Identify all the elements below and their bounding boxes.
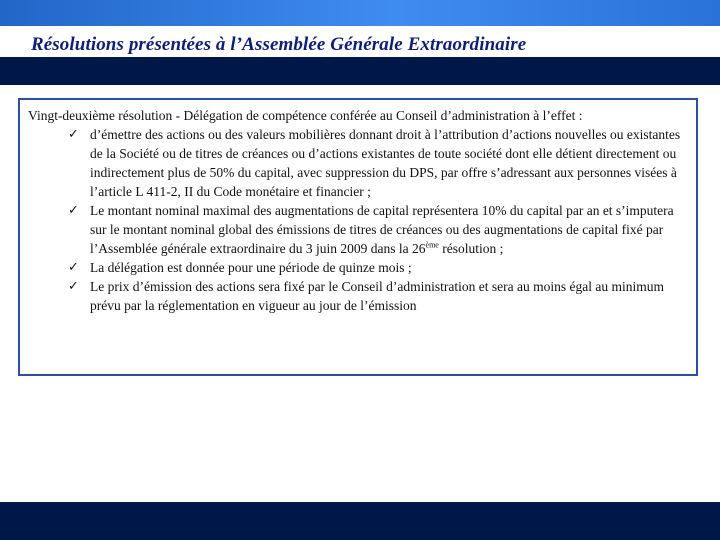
bullet-text-duration: La délégation est donnée pour une période de quinze mois ; (90, 260, 412, 275)
resolution-bullet-list (28, 125, 688, 315)
ordinal-superscript: ème (425, 240, 439, 250)
slide-title: Résolutions présentées à l’Assemblée Générale Extraordinaire (31, 34, 527, 55)
bullet-text-issue-price: Le prix d’émission des actions sera fixé par le Conseil d’administration et sera au moins égal au minimum prévu par la réglementation en vigueur au jour de l’émission (90, 279, 664, 313)
checkmark-icon: ✓ (68, 279, 79, 294)
bullet-text-nominal-amount: Le montant nominal maximal des augmentations de capital représentera 10% du capital par an et s’imputera sur le montant nominal global des émissions de titres de créances ou des augmentations de capital fixé par l’Assemblée générale extraordinaire du 3 juin 2009 dans la 26 (90, 203, 674, 256)
top-blue-band (0, 0, 720, 26)
checkmark-icon: ✓ (68, 203, 79, 218)
bottom-navy-band (0, 502, 720, 540)
navy-header-bar (0, 57, 720, 85)
bullet-item-nominal-amount (28, 201, 688, 258)
bullet-text-nominal-amount-end: résolution ; (438, 241, 504, 256)
resolution-content-box (18, 98, 698, 376)
checkmark-icon: ✓ (68, 260, 79, 275)
checkmark-icon: ✓ (68, 127, 79, 142)
bullet-item-duration (28, 258, 688, 277)
bullet-item-issuance (28, 125, 688, 201)
bullet-item-issue-price (28, 277, 688, 315)
bullet-text-issuance: d’émettre des actions ou des valeurs mobilières donnant droit à l’attribution d’actions nouvelles ou existantes de la Société ou de titres de créances ou d’actions existantes de toute société dont elle détient directement ou indirectement plus de 50% du capital, avec suppression du DPS, par offre s’adressant aux personnes visées à l’article L 411-2, II du Code monétaire et financier ; (90, 127, 681, 199)
resolution-title: Vingt-deuxième résolution - Délégation de compétence conférée au Conseil d’administration à l’effet : (28, 108, 583, 123)
